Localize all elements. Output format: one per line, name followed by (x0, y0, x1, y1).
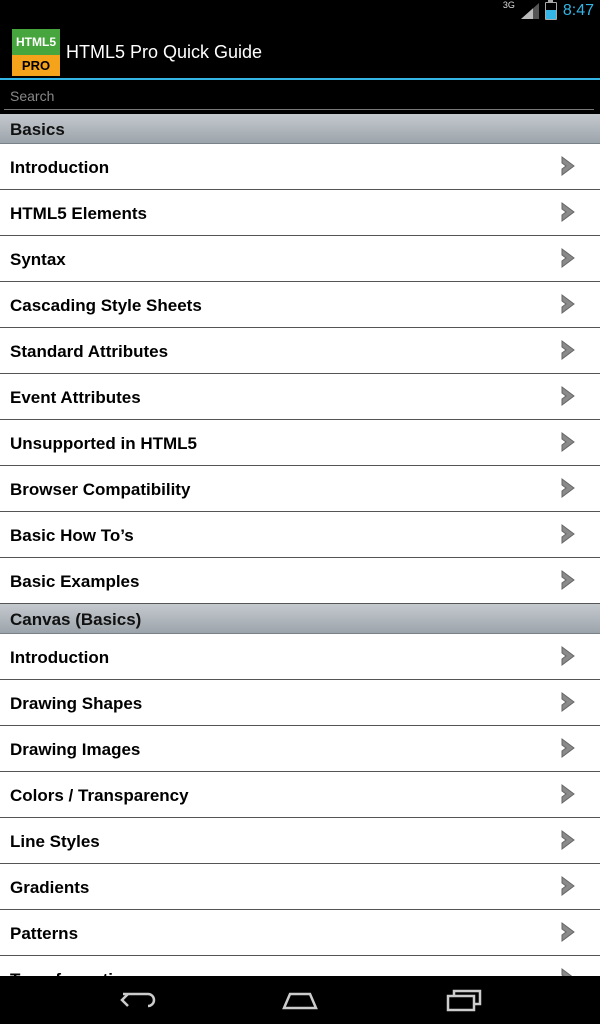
list-item[interactable] (0, 282, 600, 328)
chevron-right-icon (560, 691, 576, 713)
status-bar (0, 0, 600, 26)
navigation-bar (0, 976, 600, 1024)
list-item-label: Patterns (10, 924, 79, 943)
list-item[interactable] (0, 680, 600, 726)
list-item[interactable] (0, 864, 600, 910)
list-item[interactable] (0, 634, 600, 680)
list-item-label: Drawing Images (10, 740, 141, 759)
list-item-label: Cascading Style Sheets (10, 296, 202, 315)
list-item-label: Gradients (10, 878, 90, 897)
list-item[interactable] (0, 466, 600, 512)
chevron-right-icon (560, 385, 576, 407)
list-item-label: HTML5 Elements (10, 204, 147, 223)
list-item-label: Introduction (10, 648, 110, 667)
list-item-label: Unsupported in HTML5 (10, 434, 197, 453)
list-item[interactable] (0, 512, 600, 558)
recent-apps-icon[interactable] (444, 988, 484, 1012)
list-item[interactable] (0, 144, 600, 190)
signal-icon (521, 3, 539, 19)
logo-bottom-text: PRO (12, 55, 60, 76)
list-item-label: Standard Attributes (10, 342, 169, 361)
chevron-right-icon (560, 477, 576, 499)
list-item[interactable] (0, 558, 600, 604)
list-item[interactable] (0, 236, 600, 282)
list-item-label: Introduction (10, 158, 110, 177)
app-logo[interactable] (12, 29, 60, 76)
battery-icon (545, 2, 557, 20)
chevron-right-icon (560, 645, 576, 667)
list-item[interactable] (0, 328, 600, 374)
list-item-label: Line Styles (10, 832, 100, 851)
chevron-right-icon (560, 569, 576, 591)
search-input[interactable] (4, 82, 594, 110)
home-icon[interactable] (280, 988, 320, 1012)
section-header: Canvas (Basics) (0, 604, 600, 634)
chevron-right-icon (560, 339, 576, 361)
list-item[interactable] (0, 772, 600, 818)
app-title: HTML5 Pro Quick Guide (66, 42, 263, 62)
list-item[interactable] (0, 420, 600, 466)
chevron-right-icon (560, 523, 576, 545)
list-item[interactable] (0, 818, 600, 864)
back-icon[interactable] (118, 988, 158, 1012)
list-item-label: Browser Compatibility (10, 480, 191, 499)
chevron-right-icon (560, 921, 576, 943)
list-item-label: Event Attributes (10, 388, 141, 407)
logo-top-text: HTML5 (12, 29, 60, 55)
chevron-right-icon (560, 155, 576, 177)
topic-list (0, 114, 600, 976)
list-item[interactable] (0, 726, 600, 772)
list-item-label: Colors / Transparency (10, 786, 189, 805)
list-item-label: Drawing Shapes (10, 694, 143, 713)
section-header: Basics (0, 114, 600, 144)
list-item[interactable] (0, 374, 600, 420)
action-bar (0, 26, 600, 80)
chevron-right-icon (560, 783, 576, 805)
list-item-label: Basic How To’s (10, 526, 134, 545)
clock: 8:47 (562, 2, 594, 19)
list-item-label: Syntax (10, 250, 66, 269)
chevron-right-icon (560, 431, 576, 453)
search-bar (0, 80, 600, 114)
list-item-label: Basic Examples (10, 572, 140, 591)
list-item[interactable] (0, 190, 600, 236)
chevron-right-icon (560, 829, 576, 851)
network-type: 3G (502, 0, 515, 10)
chevron-right-icon (560, 875, 576, 897)
chevron-right-icon (560, 293, 576, 315)
chevron-right-icon (560, 247, 576, 269)
list-item[interactable] (0, 910, 600, 956)
chevron-right-icon (560, 737, 576, 759)
chevron-right-icon (560, 201, 576, 223)
